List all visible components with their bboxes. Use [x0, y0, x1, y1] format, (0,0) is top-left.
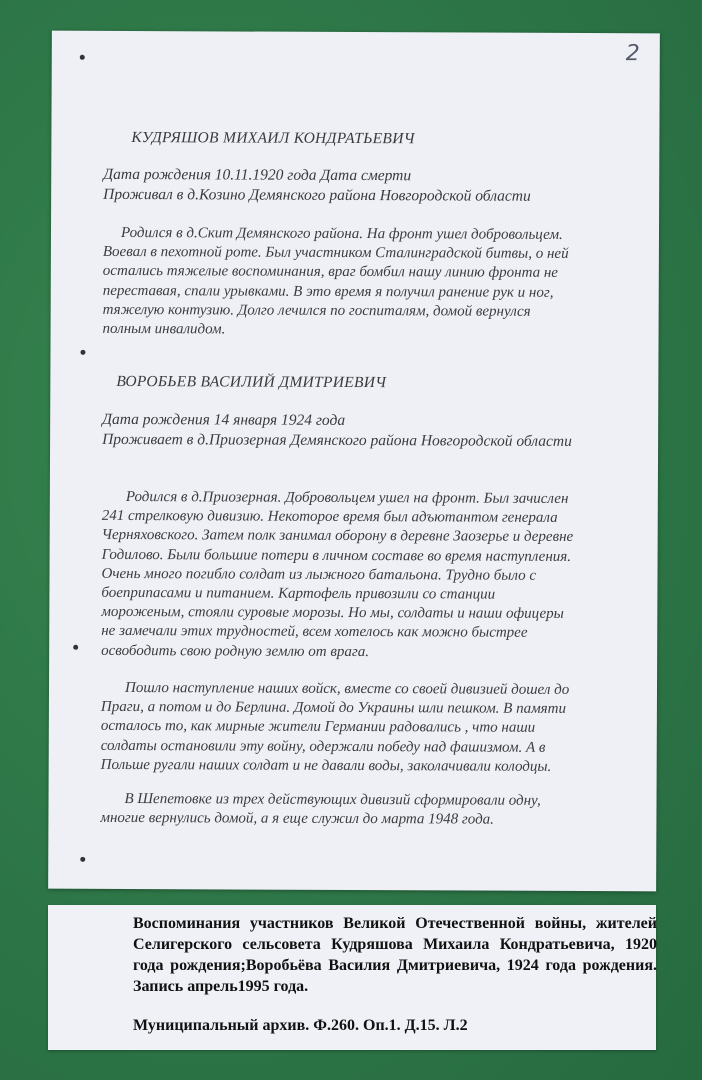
punch-hole [80, 350, 85, 355]
person1-dates: Дата рождения 10.11.1920 года Дата смерти [103, 165, 412, 185]
person1-story: Родился в д.Скит Демянского района. На фронт ушел добровольцем. Воевал в пехотной роте. Был участником Сталинградской битвы, о ней остались тяжелые воспоминания, враг бомбил нашу линию фронта не переставая, спали урывками. В это время я получил ранение рук и ног, тяжелую контузию. Долго лечился по госпиталям, домой вернулся полным инвалидом. [102, 224, 569, 338]
person1-residence: Проживал в д.Козино Демянского района Новгородской области [103, 185, 531, 205]
punch-hole [80, 857, 85, 862]
person2-dates: Дата рождения 14 января 1924 года [102, 410, 346, 429]
punch-hole [73, 645, 78, 650]
document-sheet [48, 31, 660, 892]
page-number: 2 [625, 41, 640, 67]
caption-label [48, 905, 656, 1050]
person1-name: КУДРЯШОВ МИХАИЛ КОНДРАТЬЕВИЧ [131, 129, 415, 148]
person2-story-p2: Пошло наступление наших войск, вместе со своей дивизией дошел до Праги, а потом и до Берлина. Домой до Украины шли пешком. В памяти осталось то, как мирные жители Германии радовались , что наши солдаты остановили эту войну, одержали победу над фашизмом. А в Польше ругали наших солдат и не давали воды, заколачивали колодцы. [100, 680, 570, 775]
punch-hole [80, 55, 85, 60]
caption-text: Воспоминания участников Великой Отечественной войны, жителей Селигерского сельсовета Кудряшова Михаила Кондратьевича, 1920 года рождения;Воробьёва Василия Дмитриевича, 1924 года рождения. Запись апрель1995 года. [133, 915, 657, 995]
archive-reference: Муниципальный архив. Ф.260. Оп.1. Д.15. Л.2 [133, 1017, 468, 1034]
person2-name: ВОРОБЬЕВ ВАСИЛИЙ ДМИТРИЕВИЧ [116, 372, 387, 392]
person2-story-p1: Родился в д.Приозерная. Добровольцем ушел на фронт. Был зачислен 241 стрелковую дивизию. Некоторое время был адъютантом генерала Черняховского. Затем полк занимал оборону в деревне Заозерье и деревне Годилово. Были большие потери в личном составе во время наступления. Очень много погибло солдат из лыжного батальона. Трудно было с боеприпасами и питанием. Картофель привозили со станции мороженым, стояли суровые морозы. Но мы, солдаты и наши офицеры не замечали этих трудностей, всем хотелось как можно быстрее освободить свою родную землю от врага. [101, 489, 574, 660]
person2-story-p3: В Шепетовке из трех действующих дивизий сформировали одну, многие вернулись домой, а я еще служил до марта 1948 года. [100, 791, 541, 828]
person2-residence: Проживает в д.Приозерная Демянского района Новгородской области [102, 430, 572, 450]
